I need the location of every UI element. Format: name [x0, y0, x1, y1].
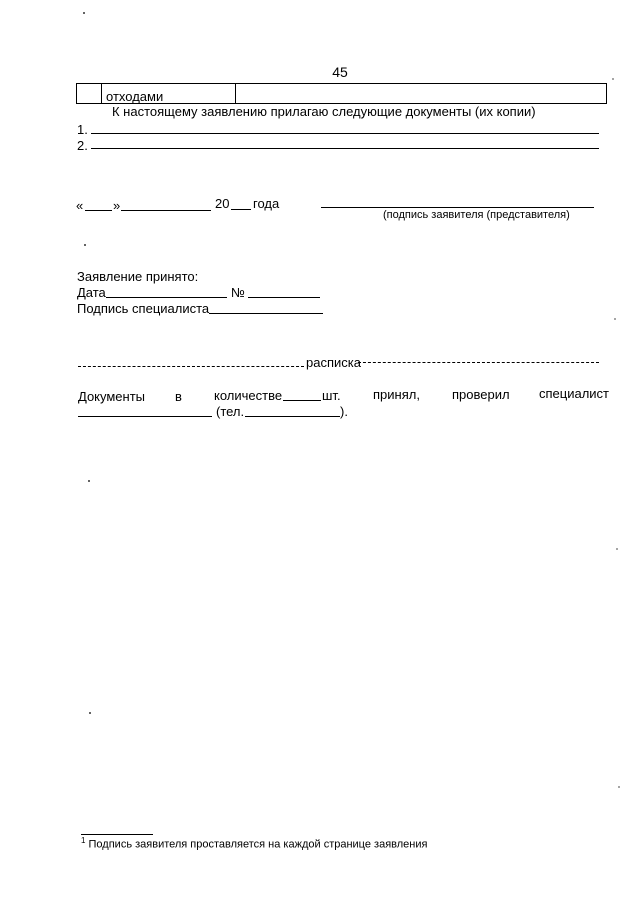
- scan-dot: [84, 244, 86, 246]
- receipt-tel-open: (тел.: [216, 404, 245, 419]
- acceptance-specialist-line: [209, 313, 323, 314]
- footnote-text: Подпись заявителя проставляется на каждой странице заявления: [88, 838, 428, 851]
- list-item-2-line: [91, 148, 599, 149]
- scan-dot: [614, 318, 616, 320]
- receipt-word-accepted: принял,: [373, 387, 420, 402]
- receipt-word-in: в: [175, 389, 182, 404]
- acceptance-number-label: №: [231, 285, 245, 300]
- list-item-2-number: 2.: [77, 138, 88, 153]
- scan-dot: [83, 12, 85, 14]
- scan-dot: [612, 78, 614, 80]
- receipt-tel-close: ).: [340, 404, 348, 419]
- receipt-word-pcs: шт.: [322, 388, 341, 403]
- footnote-separator: [81, 834, 153, 835]
- table-row: [76, 83, 607, 104]
- receipt-specialist-line: [78, 416, 212, 417]
- date-open-quote: «: [76, 198, 84, 213]
- date-year-prefix: 20: [215, 196, 230, 211]
- receipt-divider-left: [78, 366, 304, 367]
- scan-dot: [88, 480, 90, 482]
- scan-dot: [616, 548, 618, 550]
- receipt-word-documents: Документы: [78, 389, 146, 404]
- acceptance-specialist-label: Подпись специалиста: [77, 301, 210, 316]
- footnote-mark: 1: [81, 836, 86, 845]
- scan-dot: [618, 786, 620, 788]
- date-year-line: [231, 209, 251, 210]
- receipt-word-specialist: специалист: [539, 386, 610, 401]
- acceptance-date-label: Дата: [77, 285, 106, 300]
- signature-caption: (подпись заявителя (представителя): [383, 209, 570, 221]
- receipt-tel-line: [245, 416, 340, 417]
- date-year-suffix: года: [253, 196, 280, 211]
- receipt-quantity-line: [283, 400, 321, 401]
- scan-dot: [89, 712, 91, 714]
- receipt-word-checked: проверил: [452, 387, 510, 402]
- receipt-word-quantity: количестве: [214, 388, 283, 403]
- list-item-1-number: 1.: [77, 122, 88, 137]
- table-cell-empty: [77, 84, 102, 103]
- date-month-line: [121, 210, 211, 211]
- page-number: 45: [332, 64, 348, 80]
- receipt-divider-right: [358, 362, 599, 363]
- footnote: [81, 836, 427, 851]
- date-day-line: [85, 210, 112, 211]
- acceptance-number-line: [248, 297, 320, 298]
- list-item-1-line: [91, 133, 599, 134]
- signature-line: [321, 207, 594, 208]
- receipt-label: расписка: [306, 355, 361, 370]
- acceptance-title: Заявление принято:: [77, 269, 199, 284]
- acceptance-date-line: [106, 297, 227, 298]
- attachments-intro: К настоящему заявлению прилагаю следующие документы (их копии): [112, 104, 536, 119]
- table-cell-waste: отходами: [102, 84, 236, 103]
- date-close-quote: »: [113, 198, 121, 213]
